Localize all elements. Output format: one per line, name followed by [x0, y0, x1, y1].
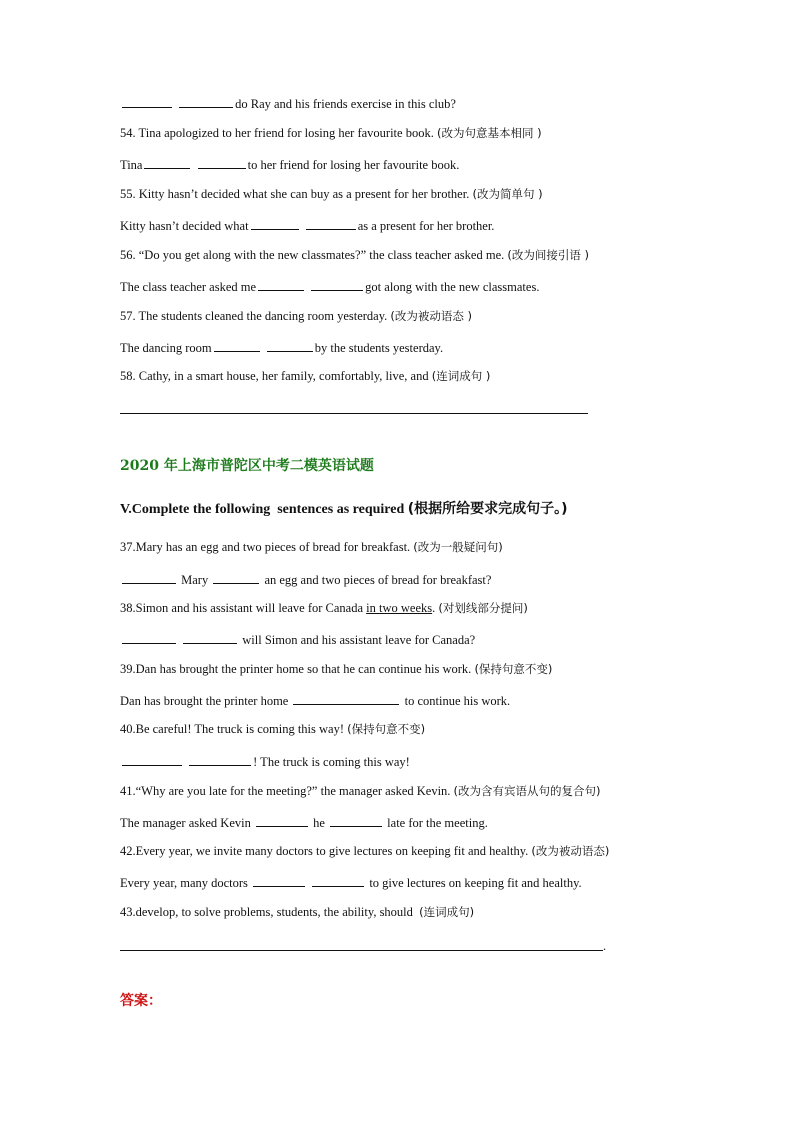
blank: [213, 572, 259, 584]
answer-line-56: [120, 279, 539, 295]
question-56: [120, 247, 589, 263]
question-57: [120, 308, 472, 324]
blank: [267, 340, 313, 352]
section-heading: [120, 498, 568, 518]
blank: [258, 279, 304, 291]
instruction-note: (改为一般疑问句): [413, 540, 503, 554]
answer-text: Every year, many doctors: [120, 876, 252, 890]
instruction-note: (改为含有宾语从句的复合句): [453, 784, 601, 798]
answer-text: ! The truck is coming this way!: [253, 755, 410, 769]
instruction-note: (保持句意不变): [474, 662, 553, 676]
question-54: [120, 125, 542, 141]
answer-text: an egg and two pieces of bread for breakfast?: [261, 573, 492, 587]
answer-line-42: [120, 875, 582, 891]
blank: [179, 96, 233, 108]
blank: [256, 815, 308, 827]
question-text: 58. Cathy, in a smart house, her family, comfortably, live, and: [120, 369, 432, 383]
question-text: 55. Kitty hasn’t decided what she can buy as a present for her brother.: [120, 187, 473, 201]
question-text: 40.Be careful! The truck is coming this way!: [120, 722, 348, 736]
answer-text: will Simon and his assistant leave for Canada?: [239, 633, 476, 647]
question-58: [120, 368, 490, 384]
blank: [253, 875, 305, 887]
question-text: 54. Tina apologized to her friend for losing her favourite book.: [120, 126, 437, 140]
instruction-note: (保持句意不变): [347, 722, 426, 736]
blank: [144, 157, 190, 169]
answer-text: he: [309, 816, 329, 830]
question-text: 41.“Why are you late for the meeting?” the manager asked Kevin.: [120, 784, 454, 798]
answer-text: Dan has brought the printer home: [120, 694, 292, 708]
answer-text: Kitty hasn’t decided what: [120, 219, 249, 233]
blank: [183, 632, 237, 644]
heading-en: V.Complete the following sentences as required: [120, 502, 408, 517]
instruction-note: (连词成句 ): [431, 369, 491, 383]
blank: [330, 815, 382, 827]
answer-text: The dancing room: [120, 341, 212, 355]
answer-rule-58: [120, 413, 588, 414]
blank: [306, 218, 356, 230]
question-text: 56. “Do you get along with the new classmates?” the class teacher asked me.: [120, 248, 508, 262]
answer-line-38: [120, 632, 475, 648]
answer-line-41: [120, 815, 488, 831]
question-text: .: [432, 601, 439, 615]
answer-text: to continue his work.: [401, 694, 511, 708]
answer-text: got along with the new classmates.: [365, 280, 540, 294]
answer-line-40: [120, 754, 410, 770]
instruction-note: (改为间接引语 ): [507, 248, 590, 262]
heading-zh: (根据所给要求完成句子。): [407, 501, 568, 517]
answer-text: Tina: [120, 158, 143, 172]
question-text: 57. The students cleaned the dancing room yesterday.: [120, 309, 391, 323]
question-43: [120, 904, 474, 920]
question-40: [120, 721, 425, 737]
answer-text: to give lectures on keeping fit and healthy.: [366, 876, 582, 890]
answer-line-39: [120, 693, 510, 709]
question-text: 39.Dan has brought the printer home so that he can continue his work.: [120, 662, 475, 676]
answer-rule-43: [120, 950, 603, 951]
blank: [293, 693, 399, 705]
answer-period: .: [603, 939, 607, 953]
answer-text: do Ray and his friends exercise in this club?: [235, 97, 456, 111]
underlined-phrase: in two weeks: [366, 601, 433, 615]
question-55: [120, 186, 543, 202]
blank: [122, 572, 176, 584]
blank: [214, 340, 260, 352]
question-42: [120, 843, 609, 859]
answer-text: late for the meeting.: [384, 816, 488, 830]
answer-text: to her friend for losing her favourite book.: [247, 158, 460, 172]
blank: [122, 754, 182, 766]
instruction-note: (改为句意基本相同 ): [436, 126, 542, 140]
question-text: 37.Mary has an egg and two pieces of bread for breakfast.: [120, 540, 414, 554]
instruction-note: (连词成句): [419, 905, 475, 919]
question-38: [120, 600, 528, 616]
answer-line-53: [120, 96, 456, 112]
answer-text: The manager asked Kevin: [120, 816, 254, 830]
blank: [311, 279, 363, 291]
instruction-note: (改为简单句 ): [472, 187, 543, 201]
blank: [251, 218, 299, 230]
blank: [198, 157, 246, 169]
question-text: 42.Every year, we invite many doctors to give lectures on keeping fit and healthy.: [120, 844, 532, 858]
question-text: 43.develop, to solve problems, students, the ability, should: [120, 905, 420, 919]
question-37: [120, 539, 503, 555]
question-text: 38.Simon and his assistant will leave for Canada: [120, 601, 367, 615]
section-title: 2020 年上海市普陀区中考二模英语试题: [120, 458, 374, 474]
answer-line-57: [120, 340, 443, 356]
blank: [189, 754, 251, 766]
answer-label: 答案：: [120, 993, 162, 1009]
answer-line-55: [120, 218, 494, 234]
answer-text: The class teacher asked me: [120, 280, 257, 294]
answer-text: Mary: [178, 573, 212, 587]
question-41: [120, 783, 601, 799]
instruction-note: (改为被动语态): [531, 844, 610, 858]
question-39: [120, 661, 552, 677]
answer-text: as a present for her brother.: [357, 219, 495, 233]
answer-line-54: [120, 157, 459, 173]
answer-line-37: [120, 572, 491, 588]
answer-text: by the students yesterday.: [314, 341, 444, 355]
instruction-note: (对划线部分提问): [438, 601, 528, 615]
instruction-note: (改为被动语态 ): [390, 309, 473, 323]
blank: [122, 632, 176, 644]
blank: [122, 96, 172, 108]
blank: [312, 875, 364, 887]
